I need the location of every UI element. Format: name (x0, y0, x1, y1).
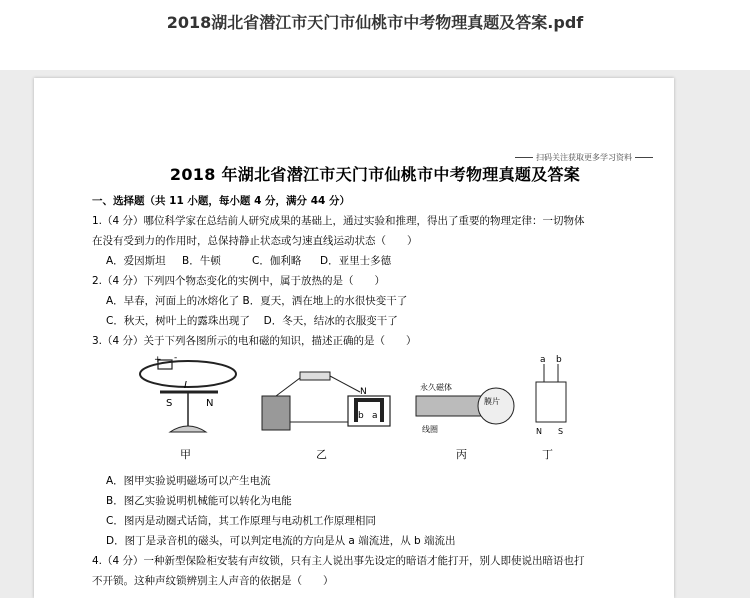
fig-label-jia: 甲 (180, 448, 191, 461)
jia-s: S (166, 398, 173, 409)
jia-minus: - (174, 353, 178, 363)
fig-label-yi: 乙 (316, 448, 327, 461)
bing-membrane: 膜片 (484, 397, 500, 406)
jia-i: I (184, 380, 187, 391)
q4-line2: 不开锁。这种声纹锁辨别主人声音的依据是（ ） (92, 575, 334, 587)
figure-yi (260, 352, 400, 444)
yi-n: N (360, 387, 367, 397)
q4-line1: 4.（4 分）一种新型保险柜安装有声纹锁，只有主人说出事先设定的暗语才能打开，别人即使说出暗语也打 (92, 555, 585, 567)
ding-s: S (558, 427, 564, 436)
q1-option-a: A．爱因斯坦 (106, 255, 166, 267)
fig-label-bing: 丙 (456, 448, 467, 461)
bing-coil: 线圈 (422, 425, 438, 434)
ding-a: a (540, 355, 546, 365)
viewer-toolbar (0, 0, 750, 70)
header-dash-right (635, 157, 653, 158)
q3-option-c: C．图丙是动圈式话筒，其工作原理与电动机工作原理相同 (106, 515, 376, 527)
header-note-text: 扫码关注获取更多学习资料 (536, 153, 632, 162)
q1-option-b: B．牛顿 (182, 255, 221, 267)
jia-n: N (206, 398, 214, 409)
section-heading: 一、选择题（共 11 小题，每小题 4 分，满分 44 分） (92, 195, 350, 207)
header-dash-left (515, 157, 533, 158)
ding-b: b (556, 355, 562, 365)
q3-option-a: A．图甲实验说明磁场可以产生电流 (106, 475, 271, 487)
paper-title: 2018 年湖北省潜江市天门市仙桃市中考物理真题及答案 (169, 165, 581, 184)
document-filename: 2018湖北省潜江市天门市仙桃市中考物理真题及答案.pdf (166, 13, 584, 32)
q3-figures (130, 352, 590, 464)
bing-magnet: 永久磁体 (420, 383, 452, 392)
q1-line1: 1.（4 分）哪位科学家在总结前人研究成果的基础上，通过实验和推理，得出了重要的物理定律：一切物体 (92, 215, 585, 227)
figure-ding (528, 352, 578, 444)
figure-bing (412, 356, 522, 448)
q3-option-d: D．图丁是录音机的磁头，可以判定电流的方向是从 a 端流进，从 b 端流出 (106, 535, 456, 547)
q3-option-b: B．图乙实验说明机械能可以转化为电能 (106, 495, 292, 507)
ding-n: N (536, 427, 542, 436)
figure-jia (130, 352, 240, 444)
q3-line1: 3.（4 分）关于下列各图所示的电和磁的知识，描述正确的是（ ） (92, 335, 417, 347)
yi-b: b (358, 411, 364, 421)
q2-line1: 2.（4 分）下列四个物态变化的实例中，属于放热的是（ ） (92, 275, 386, 287)
fig-label-ding: 丁 (542, 448, 553, 461)
q1-option-c: C．伽利略 (252, 255, 302, 267)
q2-options-cd: C．秋天，树叶上的露珠出现了 D．冬天，结冰的衣服变干了 (106, 315, 398, 327)
jia-plus: + (154, 355, 162, 365)
q2-options-ab: A．早春，河面上的冰熔化了 B．夏天，洒在地上的水很快变干了 (106, 295, 408, 307)
q1-option-d: D．亚里士多德 (320, 255, 392, 267)
yi-a: a (372, 411, 378, 421)
q1-line2: 在没有受到力的作用时，总保持静止状态或匀速直线运动状态（ ） (92, 235, 418, 247)
